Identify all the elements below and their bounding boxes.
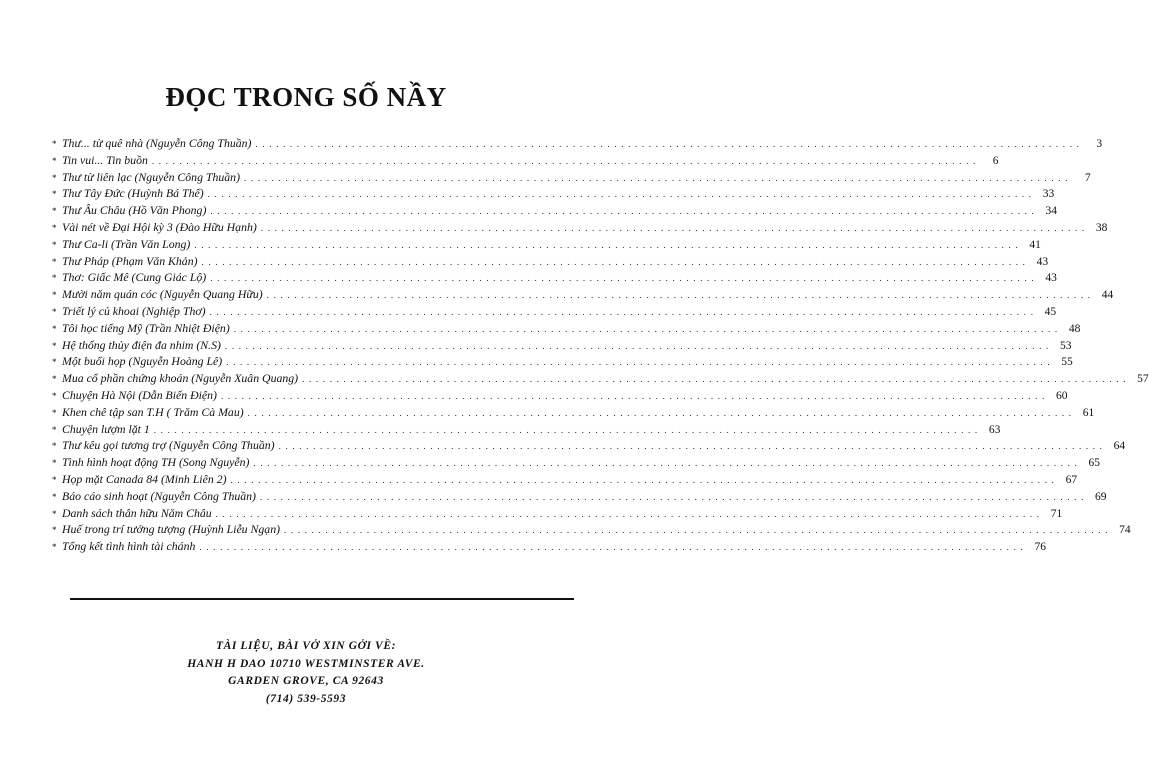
bullet-icon: * [52, 458, 57, 469]
toc-page-number: 57 [1137, 373, 1149, 386]
bullet-icon: * [52, 172, 57, 183]
toc-item [52, 522, 1131, 539]
toc-item [52, 455, 1100, 472]
dot-leader: . . . . . . . . . . . . . . . . . . . . . . . . . . . . . . . . . . . . . . . . . . . . . . . . . . . . . . . . . . . . . . . . . . . . . . . . . . . . . . . . . . . . . . . . . . . . . . . . . . . . . . . . . . . . . . . . . . . . . . . . [226, 357, 1051, 368]
toc-item [52, 136, 1103, 153]
toc-page-number: 34 [1045, 205, 1057, 218]
dot-leader: . . . . . . . . . . . . . . . . . . . . . . . . . . . . . . . . . . . . . . . . . . . . . . . . . . . . . . . . . . . . . . . . . . . . . . . . . . . . . . . . . . . . . . . . . . . . . . . . . . . . . . . . . . . . . . . . . . . . . . . . [210, 206, 1035, 217]
dot-leader: . . . . . . . . . . . . . . . . . . . . . . . . . . . . . . . . . . . . . . . . . . . . . . . . . . . . . . . . . . . . . . . . . . . . . . . . . . . . . . . . . . . . . . . . . . . . . . . . . . . . . . . . . . . . . . . . . . . . . . . . [253, 458, 1078, 469]
bullet-icon: * [52, 525, 57, 536]
dot-leader: . . . . . . . . . . . . . . . . . . . . . . . . . . . . . . . . . . . . . . . . . . . . . . . . . . . . . . . . . . . . . . . . . . . . . . . . . . . . . . . . . . . . . . . . . . . . . . . . . . . . . . . . . . . . . . . . . . . . . . . . [220, 390, 1046, 401]
toc-entry-title: Thư Tây Đức (Huỳnh Bá Thể) [62, 186, 204, 201]
bullet-icon: * [52, 542, 57, 553]
toc-entry-title: Danh sách thân hữu Năm Châu [62, 505, 212, 520]
toc-item [52, 270, 1057, 287]
toc-entry-title: Thơ: Giấc Mê (Cung Giác Lộ) [62, 270, 207, 285]
bullet-icon: * [52, 424, 57, 435]
toc-item [52, 421, 1001, 439]
toc-item [52, 219, 1108, 237]
footer-line-city: GARDEN GROVE, CA 92643 [228, 675, 384, 687]
dot-leader: . . . . . . . . . . . . . . . . . . . . . . . . . . . . . . . . . . . . . . . . . . . . . . . . . . . . . . . . . . . . . . . . . . . . . . . . . . . . . . . . . . . . . . . . . . . . . . . . . . . . . . . . . . . . . . . . . . . . . . . . [153, 424, 979, 435]
toc-entry-title: Khen chê tập san T.H ( Trăm Cà Mau) [62, 404, 244, 419]
bullet-icon: * [52, 206, 57, 217]
toc-page-number: 44 [1101, 289, 1114, 302]
toc-item [52, 488, 1107, 506]
footer-line-address: HANH H DAO 10710 WESTMINSTER AVE. [187, 657, 425, 670]
toc-entry-title: Thư Pháp (Phạm Văn Khản) [62, 253, 198, 268]
toc-item [52, 539, 1046, 556]
toc-item [52, 303, 1057, 321]
dot-leader: . . . . . . . . . . . . . . . . . . . . . . . . . . . . . . . . . . . . . . . . . . . . . . . . . . . . . . . . . . . . . . . . . . . . . . . . . . . . . . . . . . . . . . . . . . . . . . . . . . . . . . . . . . . . . . . . . . . . . . . . [215, 508, 1041, 519]
toc-page-number: 67 [1065, 473, 1078, 486]
toc-item [52, 471, 1078, 489]
toc-item [52, 152, 999, 170]
toc-page-number: 38 [1095, 221, 1108, 234]
toc-item [52, 354, 1073, 371]
toc-page-number: 3 [1096, 138, 1103, 150]
dot-leader: . . . . . . . . . . . . . . . . . . . . . . . . . . . . . . . . . . . . . . . . . . . . . . . . . . . . . . . . . . . . . . . . . . . . . . . . . . . . . . . . . . . . . . . . . . . . . . . . . . . . . . . . . . . . . . . . . . . . . . . . [302, 374, 1127, 385]
bullet-icon: * [52, 323, 57, 334]
bullet-icon: * [52, 441, 57, 452]
toc-page-number: 6 [992, 154, 999, 167]
toc-page-number: 71 [1050, 507, 1063, 520]
toc-entry-title: Mười năm quán cóc (Nguyễn Quang Hữu) [62, 287, 263, 302]
bullet-icon: * [52, 390, 57, 401]
toc-item [52, 287, 1114, 304]
bullet-icon: * [52, 407, 57, 418]
dot-leader: . . . . . . . . . . . . . . . . . . . . . . . . . . . . . . . . . . . . . . . . . . . . . . . . . . . . . . . . . . . . . . . . . . . . . . . . . . . . . . . . . . . . . . . . . . . . . . . . . . . . . . . . . . . . . . . . . . . . . . . . [224, 340, 1050, 351]
dot-leader: . . . . . . . . . . . . . . . . . . . . . . . . . . . . . . . . . . . . . . . . . . . . . . . . . . . . . . . . . . . . . . . . . . . . . . . . . . . . . . . . . . . . . . . . . . . . . . . . . . . . . . . . . . . . . . . . . . . . . . . . [278, 441, 1104, 452]
toc-item [52, 320, 1081, 338]
toc-page-number: 7 [1084, 171, 1091, 184]
toc-entry-title: Chuyện Hà Nội (Dẫn Biến Điện) [62, 387, 217, 402]
page-title: ĐỌC TRONG SỐ NẦY [165, 82, 447, 112]
toc-item [52, 404, 1095, 422]
toc-item [52, 505, 1063, 523]
bullet-icon: * [52, 222, 57, 233]
divider [70, 598, 574, 600]
dot-leader: . . . . . . . . . . . . . . . . . . . . . . . . . . . . . . . . . . . . . . . . . . . . . . . . . . . . . . . . . . . . . . . . . . . . . . . . . . . . . . . . . . . . . . . . . . . . . . . . . . . . . . . . . . . . . . . . . . . . . . . . [199, 542, 1024, 553]
toc-item [52, 253, 1049, 271]
bullet-icon: * [52, 189, 57, 200]
dot-leader: . . . . . . . . . . . . . . . . . . . . . . . . . . . . . . . . . . . . . . . . . . . . . . . . . . . . . . . . . . . . . . . . . . . . . . . . . . . . . . . . . . . . . . . . . . . . . . . . . . . . . . . . . . . . . . . . . . . . . . . . [259, 491, 1085, 502]
bullet-icon: * [52, 491, 57, 502]
toc-item [52, 387, 1068, 405]
dot-leader: . . . . . . . . . . . . . . . . . . . . . . . . . . . . . . . . . . . . . . . . . . . . . . . . . . . . . . . . . . . . . . . . . . . . . . . . . . . . . . . . . . . . . . . . . . . . . . . . . . . . . . . . . . . . . . . . . . . . . . . . [230, 474, 1056, 485]
toc-entry-title: Tổng kết tình hình tài chánh [62, 539, 196, 554]
toc-entry-title: Mua cổ phần chứng khoán (Nguyễn Xuân Quang) [62, 371, 299, 386]
toc-entry-title: Thư từ liên lạc (Nguyễn Công Thuần) [62, 169, 241, 184]
toc-item [52, 186, 1055, 203]
toc-item [52, 169, 1091, 187]
toc-entry-title: Báo cáo sinh hoạt (Nguyễn Công Thuần) [62, 488, 256, 503]
toc-page-number: 45 [1044, 305, 1057, 318]
toc-entry-title: Thư kêu gọi tương trợ (Nguyễn Công Thuần) [62, 438, 275, 453]
dot-leader: . . . . . . . . . . . . . . . . . . . . . . . . . . . . . . . . . . . . . . . . . . . . . . . . . . . . . . . . . . . . . . . . . . . . . . . . . . . . . . . . . . . . . . . . . . . . . . . . . . . . . . . . . . . . . . . . . . . . . . . . [207, 189, 1033, 200]
dot-leader: . . . . . . . . . . . . . . . . . . . . . . . . . . . . . . . . . . . . . . . . . . . . . . . . . . . . . . . . . . . . . . . . . . . . . . . . . . . . . . . . . . . . . . . . . . . . . . . . . . . . . . . . . . . . . . . . . . . . . . . . [210, 273, 1035, 284]
dot-leader: . . . . . . . . . . . . . . . . . . . . . . . . . . . . . . . . . . . . . . . . . . . . . . . . . . . . . . . . . . . . . . . . . . . . . . . . . . . . . . . . . . . . . . . . . . . . . . . . . . . . . . . . . . . . . . . . . . . . . . . . [201, 256, 1027, 267]
toc-page-number: 74 [1119, 524, 1131, 537]
bullet-icon: * [52, 155, 57, 166]
bullet-icon: * [52, 273, 57, 284]
toc-entry-title: Tin vui... Tin buồn [62, 152, 148, 167]
toc-page-number: 55 [1061, 356, 1073, 369]
dot-leader: . . . . . . . . . . . . . . . . . . . . . . . . . . . . . . . . . . . . . . . . . . . . . . . . . . . . . . . . . . . . . . . . . . . . . . . . . . . . . . . . . . . . . . . . . . . . . . . . . . . . . . . . . . . . . . . . . . . . . . . . [266, 290, 1092, 301]
toc-item [52, 438, 1126, 455]
footer-line-phone: (714) 539-5593 [265, 692, 347, 705]
toc-item [52, 236, 1041, 254]
bullet-icon: * [52, 508, 57, 519]
toc-page-number: 63 [988, 423, 1001, 436]
toc-page-number: 53 [1059, 339, 1072, 352]
toc-page-number: 33 [1042, 188, 1055, 201]
bullet-icon: * [52, 239, 57, 250]
dot-leader: . . . . . . . . . . . . . . . . . . . . . . . . . . . . . . . . . . . . . . . . . . . . . . . . . . . . . . . . . . . . . . . . . . . . . . . . . . . . . . . . . . . . . . . . . . . . . . . . . . . . . . . . . . . . . . . . . . . . . . . . [260, 222, 1086, 233]
toc-entry-title: Tôi học tiếng Mỹ (Trần Nhiệt Điện) [62, 320, 230, 335]
dot-leader: . . . . . . . . . . . . . . . . . . . . . . . . . . . . . . . . . . . . . . . . . . . . . . . . . . . . . . . . . . . . . . . . . . . . . . . . . . . . . . . . . . . . . . . . . . . . . . . . . . . . . . . . . . . . . . . . . . . . . . . . [209, 306, 1035, 317]
toc-page-number: 43 [1045, 272, 1057, 285]
toc-page-number: 60 [1056, 389, 1068, 402]
toc-entry-title: Vài nét về Đại Hội kỳ 3 (Đào Hữu Hạnh) [62, 219, 257, 234]
bullet-icon: * [52, 474, 57, 485]
dot-leader: . . . . . . . . . . . . . . . . . . . . . . . . . . . . . . . . . . . . . . . . . . . . . . . . . . . . . . . . . . . . . . . . . . . . . . . . . . . . . . . . . . . . . . . . . . . . . . . . . . . . . . . . . . . . . . . . . . . . . . . . [233, 323, 1059, 334]
toc-entry-title: Triết lý củ khoai (Nghiệp Thơ) [62, 303, 206, 318]
toc-entry-title: Thư Âu Châu (Hồ Văn Phong) [62, 203, 207, 218]
bullet-icon: * [52, 306, 57, 317]
table-of-contents [52, 136, 1149, 556]
dot-leader: . . . . . . . . . . . . . . . . . . . . . . . . . . . . . . . . . . . . . . . . . . . . . . . . . . . . . . . . . . . . . . . . . . . . . . . . . . . . . . . . . . . . . . . . . . . . . . . . . . . . . . . . . . . . . . . . . . . . . . . . [284, 525, 1109, 536]
toc-entry-title: Chuyện lượm lặt 1 [62, 421, 150, 436]
bullet-icon: * [52, 340, 57, 351]
dot-leader: . . . . . . . . . . . . . . . . . . . . . . . . . . . . . . . . . . . . . . . . . . . . . . . . . . . . . . . . . . . . . . . . . . . . . . . . . . . . . . . . . . . . . . . . . . . . . . . . . . . . . . . . . . . . . . . . . . . . . . . . [247, 407, 1073, 418]
dot-leader: . . . . . . . . . . . . . . . . . . . . . . . . . . . . . . . . . . . . . . . . . . . . . . . . . . . . . . . . . . . . . . . . . . . . . . . . . . . . . . . . . . . . . . . . . . . . . . . . . . . . . . . . . . . . . . . . . . . . . . . . [151, 155, 977, 166]
toc-page-number: 69 [1095, 490, 1107, 503]
toc-page-number: 61 [1082, 406, 1095, 419]
toc-entry-title: Họp mặt Canada 84 (Minh Liên 2) [62, 471, 227, 486]
bullet-icon: * [52, 374, 57, 385]
toc-page-number: 41 [1029, 238, 1041, 251]
dot-leader: . . . . . . . . . . . . . . . . . . . . . . . . . . . . . . . . . . . . . . . . . . . . . . . . . . . . . . . . . . . . . . . . . . . . . . . . . . . . . . . . . . . . . . . . . . . . . . . . . . . . . . . . . . . . . . . . . . . . . . . . [194, 239, 1019, 250]
bullet-icon: * [52, 290, 57, 301]
toc-entry-title: Một buổi họp (Nguyễn Hoàng Lê) [62, 354, 223, 369]
toc-entry-title: Thư Ca-li (Trần Văn Long) [62, 236, 191, 251]
toc-page-number: 65 [1088, 457, 1100, 470]
toc-entry-title: Hệ thống thủy điện đa nhim (N.S) [62, 337, 221, 352]
toc-item [52, 337, 1072, 355]
dot-leader: . . . . . . . . . . . . . . . . . . . . . . . . . . . . . . . . . . . . . . . . . . . . . . . . . . . . . . . . . . . . . . . . . . . . . . . . . . . . . . . . . . . . . . . . . . . . . . . . . . . . . . . . . . . . . . . . . . . . . . . . [244, 172, 1069, 183]
bullet-icon: * [52, 357, 57, 368]
toc-page-number: 43 [1036, 255, 1049, 268]
toc-item [52, 203, 1057, 220]
dot-leader: . . . . . . . . . . . . . . . . . . . . . . . . . . . . . . . . . . . . . . . . . . . . . . . . . . . . . . . . . . . . . . . . . . . . . . . . . . . . . . . . . . . . . . . . . . . . . . . . . . . . . . . . . . . . . . . . . . . . . . . . [255, 139, 1081, 149]
toc-page-number: 76 [1034, 541, 1046, 554]
bullet-icon: * [52, 139, 57, 149]
toc-entry-title: Tình hình hoạt động TH (Song Nguyễn) [62, 455, 250, 470]
bullet-icon: * [52, 256, 57, 267]
toc-entry-title: Thư... từ quê nhà (Nguyễn Công Thuần) [62, 136, 252, 150]
toc-page-number: 64 [1113, 440, 1126, 453]
toc-item [52, 371, 1149, 388]
toc-page-number: 48 [1068, 322, 1081, 335]
footer-line-submit: TÀI LIỆU, BÀI VỞ XIN GỞI VỀ: [215, 640, 397, 652]
toc-entry-title: Huế trong trí tưởng tượng (Huỳnh Liễu Ngạn) [62, 522, 281, 537]
contact-footer [0, 638, 612, 708]
